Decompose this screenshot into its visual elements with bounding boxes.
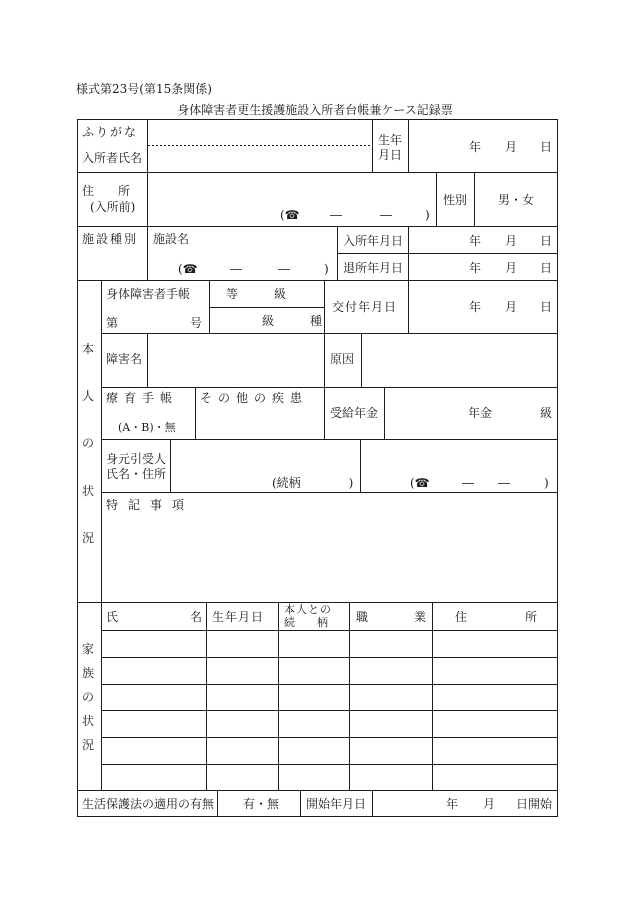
guarantor-relation: (続柄 ) xyxy=(272,476,354,490)
family-col-birth: 生年月日 xyxy=(212,610,265,624)
self-status-char-4: 状 xyxy=(82,484,95,498)
address-tel-dash-1: ― xyxy=(330,208,342,222)
self-status-char-2: 人 xyxy=(82,389,95,403)
issue-month: 月 xyxy=(505,300,518,314)
family-status-char-3: の xyxy=(82,690,95,704)
handbook-number-prefix: 第 xyxy=(106,316,119,330)
address-sub-label: (入所前) xyxy=(90,200,136,214)
ryoiku-label: 療育手帳 xyxy=(106,391,179,405)
disability-name-label: 障害名 xyxy=(106,352,143,366)
pension-grade-label: 級 xyxy=(540,406,553,420)
admission-date-label: 入所年月日 xyxy=(343,234,404,248)
facility-tel-dash-1: ― xyxy=(230,262,242,276)
address-label: 住 所 xyxy=(82,184,131,198)
family-col-name-2: 名 xyxy=(190,610,203,624)
disability-handbook-label: 身体障害者手帳 xyxy=(106,287,191,301)
start-year: 年 xyxy=(446,797,459,811)
family-status-char-2: 族 xyxy=(82,666,95,680)
other-disease-label: その他の疾患 xyxy=(200,391,309,405)
pension-label: 年金 xyxy=(468,406,493,420)
facility-tel-open: (☎ xyxy=(178,262,198,276)
guarantor-tel-dash-1: ― xyxy=(462,476,474,490)
family-col-address-2: 所 xyxy=(525,610,538,624)
facility-name-label: 施設名 xyxy=(153,232,190,246)
self-status-char-1: 本 xyxy=(82,342,95,356)
family-col-relation-2: 続 柄 xyxy=(284,616,328,629)
guarantor-tel-open: (☎ xyxy=(410,476,430,490)
family-col-address-1: 住 xyxy=(455,610,468,624)
facility-tel-close: ) xyxy=(324,262,329,276)
grade-label: 等 級 xyxy=(226,287,287,301)
self-status-char-5: 況 xyxy=(82,531,95,545)
furigana-label: ふりがな xyxy=(82,125,139,139)
issue-year: 年 xyxy=(469,300,482,314)
facility-type-label: 施設種別 xyxy=(82,232,139,246)
kind-label: 級 種 xyxy=(262,314,323,328)
sex-value: 男・女 xyxy=(498,193,535,207)
guarantor-tel-dash-2: ― xyxy=(498,476,510,490)
birth-day-label: 日 xyxy=(540,140,553,154)
self-status-char-3: の xyxy=(82,436,95,450)
leave-year: 年 xyxy=(469,261,482,275)
issue-date-label: 交付年月日 xyxy=(332,300,398,314)
birth-label-2: 月日 xyxy=(378,148,403,162)
address-tel-dash-2: ― xyxy=(380,208,392,222)
start-day-suffix: 日開始 xyxy=(516,797,553,811)
welfare-label: 生活保護法の適用の有無 xyxy=(82,797,215,811)
family-col-name-1: 氏 xyxy=(106,610,119,624)
address-tel-open: (☎ xyxy=(280,208,300,222)
leave-day: 日 xyxy=(540,261,553,275)
admission-year: 年 xyxy=(469,234,482,248)
admission-month: 月 xyxy=(505,234,518,248)
ryoiku-grade: (A・B)・無 xyxy=(118,421,176,434)
welfare-value: 有・無 xyxy=(243,797,280,811)
address-tel-close: ) xyxy=(425,208,430,222)
sex-label: 性別 xyxy=(443,193,468,207)
guarantor-label-2: 氏名・住所 xyxy=(106,467,167,481)
family-col-relation-1: 本人との xyxy=(284,603,332,616)
family-col-job-2: 業 xyxy=(414,610,427,624)
form-number: 様式第23号(第15条関係) xyxy=(76,82,212,96)
facility-tel-dash-2: ― xyxy=(278,262,290,276)
name-label: 入所者氏名 xyxy=(82,151,143,165)
start-date-label: 開始年月日 xyxy=(306,797,367,811)
cause-label: 原因 xyxy=(330,352,355,366)
pension-recv-label: 受給年金 xyxy=(330,406,379,420)
birth-year-label: 年 xyxy=(469,140,482,154)
form-title: 身体障害者更生援護施設入所者台帳兼ケース記録票 xyxy=(177,103,453,117)
birth-label-1: 生年 xyxy=(378,133,403,147)
birth-month-label: 月 xyxy=(505,140,518,154)
guarantor-label-1: 身元引受人 xyxy=(106,452,167,466)
guarantor-tel-close: ) xyxy=(544,476,549,490)
admission-day: 日 xyxy=(540,234,553,248)
issue-day: 日 xyxy=(540,300,553,314)
family-status-char-5: 況 xyxy=(82,738,95,752)
leave-date-label: 退所年月日 xyxy=(343,261,404,275)
start-month: 月 xyxy=(483,797,496,811)
leave-month: 月 xyxy=(505,261,518,275)
family-col-job-1: 職 xyxy=(356,610,369,624)
family-status-char-4: 状 xyxy=(82,714,95,728)
remarks-label: 特記事項 xyxy=(106,498,195,512)
handbook-number-suffix: 号 xyxy=(190,316,203,330)
family-status-char-1: 家 xyxy=(82,642,95,656)
